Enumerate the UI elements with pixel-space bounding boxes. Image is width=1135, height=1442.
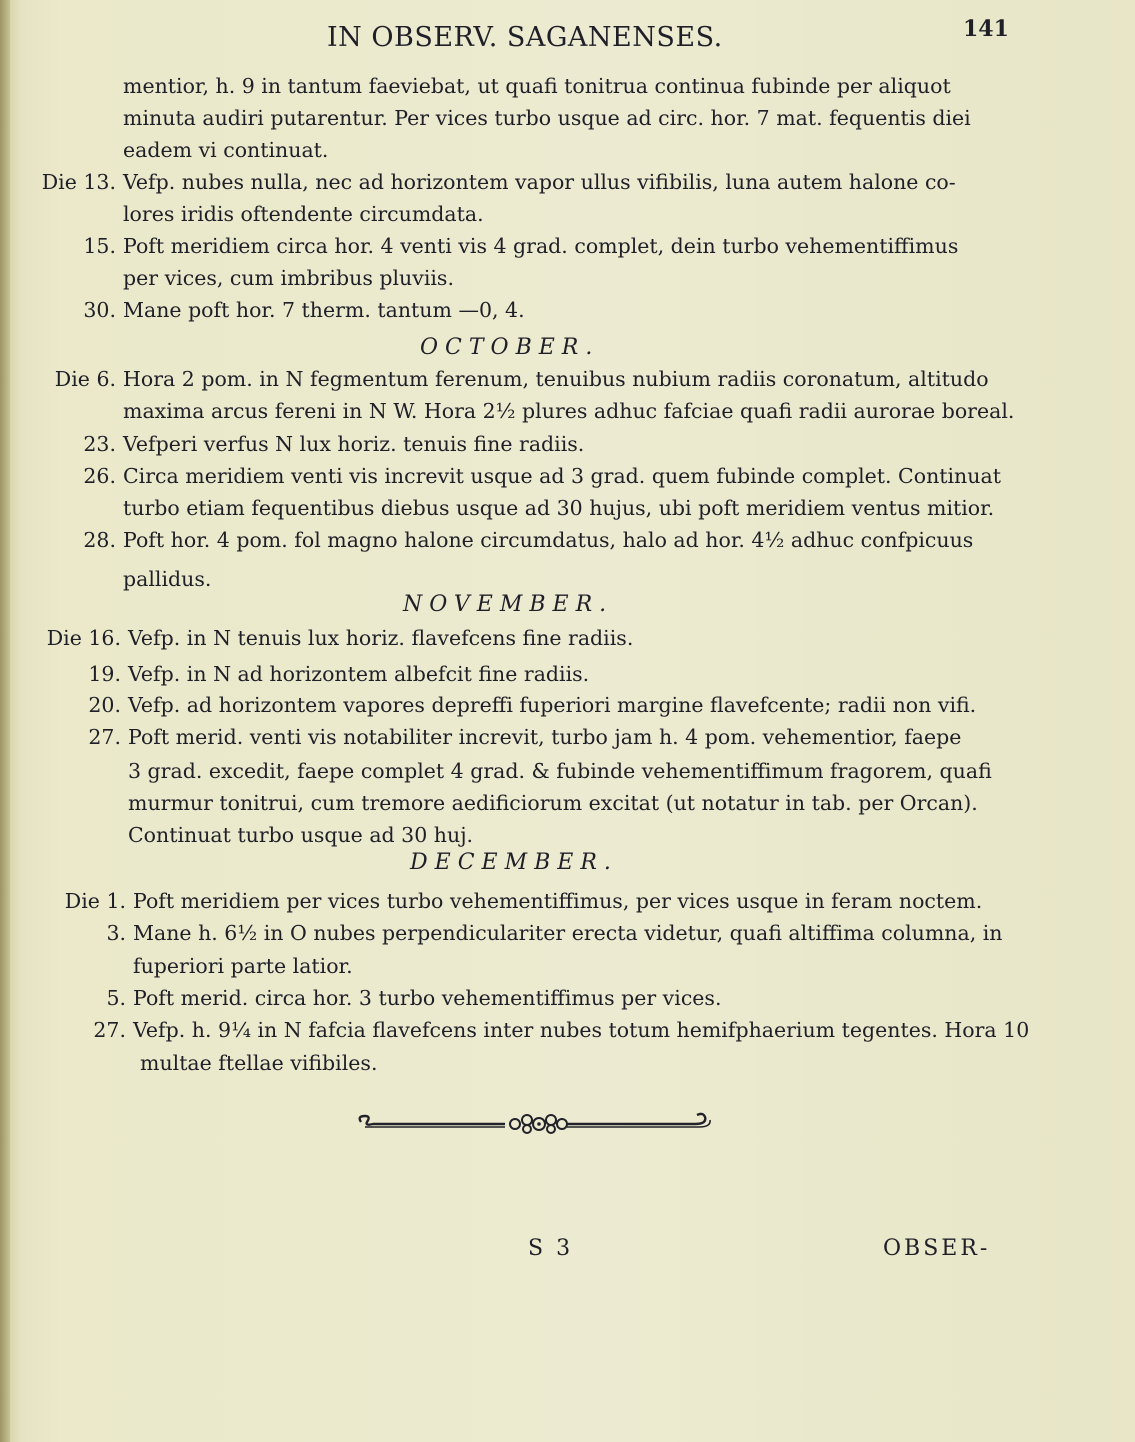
running-head (0, 12, 1135, 58)
text-line: multae ftellae vifibiles. (140, 1051, 378, 1075)
text-line: maxima arcus fereni in N W. Hora 2½ plures adhuc fafciae quafi radii aurorae boreal. (123, 399, 1015, 423)
entry-date: 3. (106, 921, 126, 945)
entry-date: 27. (88, 725, 121, 749)
entry-date: 20. (88, 693, 121, 717)
month-heading-december: DECEMBER. (410, 850, 618, 875)
entry-date: 19. (88, 662, 121, 686)
text-line: Poft meridiem circa hor. 4 venti vis 4 grad. complet, dein turbo vehementiffimus (123, 234, 959, 258)
text-line: Poft merid. venti vis notabiliter increvit, turbo jam h. 4 pom. vehementior, faepe (128, 725, 962, 749)
book-spine-shadow (0, 0, 10, 1442)
text-line: murmur tonitrui, cum tremore aedificiorum excitat (ut notatur in tab. per Orcan). (128, 791, 978, 815)
text-line: Vefp. ad horizontem vapores depreffi fuperiori margine flavefcente; radii non vifi. (128, 693, 977, 717)
entry-date: 5. (106, 986, 126, 1010)
entry-date: Die 1. (64, 889, 126, 913)
catchword: OBSER- (883, 1236, 991, 1261)
text-line: fuperiori parte latior. (133, 954, 353, 978)
text-line: Continuat turbo usque ad 30 huj. (128, 823, 474, 847)
text-line: Mane poft hor. 7 therm. tantum —0, 4. (123, 298, 525, 322)
entry-date: 15. (83, 234, 116, 258)
text-line: Circa meridiem venti vis increvit usque ad 3 grad. quem fubinde complet. Continuat (123, 464, 1001, 488)
entry-date: 27. (93, 1018, 126, 1042)
entry-date: 26. (83, 464, 116, 488)
page-number: 141 (963, 16, 1009, 42)
signature-mark: S 3 (528, 1236, 574, 1261)
text-line: minuta audiri putarentur. Per vices turbo usque ad circ. hor. 7 mat. fequentis diei (123, 106, 971, 130)
text-line: Vefp. nubes nulla, nec ad horizontem vapor ullus vifibilis, luna autem halone co- (123, 170, 956, 194)
entry-date: Die 16. (46, 626, 121, 650)
text-line: Vefp. in N tenuis lux horiz. flavefcens fine radiis. (128, 626, 634, 650)
entry-date: 23. (83, 432, 116, 456)
text-line: lores iridis oftendente circumdata. (123, 202, 484, 226)
text-line: Poft meridiem per vices turbo vehementiffimus, per vices usque in feram noctem. (133, 889, 983, 913)
text-line: mentior, h. 9 in tantum faeviebat, ut quafi tonitrua continua fubinde per aliquot (123, 74, 951, 98)
entry-date: 30. (83, 298, 116, 322)
text-line: Vefperi verfus N lux horiz. tenuis fine radiis. (123, 432, 585, 456)
text-line: Poft hor. 4 pom. fol magno halone circumdatus, halo ad hor. 4½ adhuc confpicuus (123, 528, 974, 552)
text-line: pallidus. (123, 567, 212, 591)
text-line: Mane h. 6½ in O nubes perpendiculariter erecta videtur, quafi altiffima columna, in (133, 921, 1003, 945)
text-line: Vefp. h. 9¼ in N fafcia flavefcens inter nubes totum hemifphaerium tegentes. Hora 10 (133, 1018, 1030, 1042)
month-heading-october: OCTOBER. (420, 335, 600, 360)
text-line: per vices, cum imbribus pluviis. (123, 266, 454, 290)
text-line: Vefp. in N ad horizontem albefcit fine radiis. (128, 662, 590, 686)
text-line: 3 grad. excedit, faepe complet 4 grad. & fubinde vehementiffimum fragorem, quafi (128, 759, 992, 783)
text-line: Poft merid. circa hor. 3 turbo vehementiffimus per vices. (133, 986, 722, 1010)
running-head-title: IN OBSERV. SAGANENSES. (327, 22, 723, 53)
entry-date: Die 13. (41, 170, 116, 194)
decorative-rule-ornament (355, 1106, 717, 1136)
text-line: Hora 2 pom. in N fegmentum ferenum, tenuibus nubium radiis coronatum, altitudo (123, 367, 989, 391)
entry-date: Die 6. (54, 367, 116, 391)
entry-date: 28. (83, 528, 116, 552)
month-heading-november: NOVEMBER. (403, 592, 614, 617)
text-line: eadem vi continuat. (123, 138, 329, 162)
text-line: turbo etiam fequentibus diebus usque ad 30 hujus, ubi poft meridiem ventus mitior. (123, 496, 995, 520)
